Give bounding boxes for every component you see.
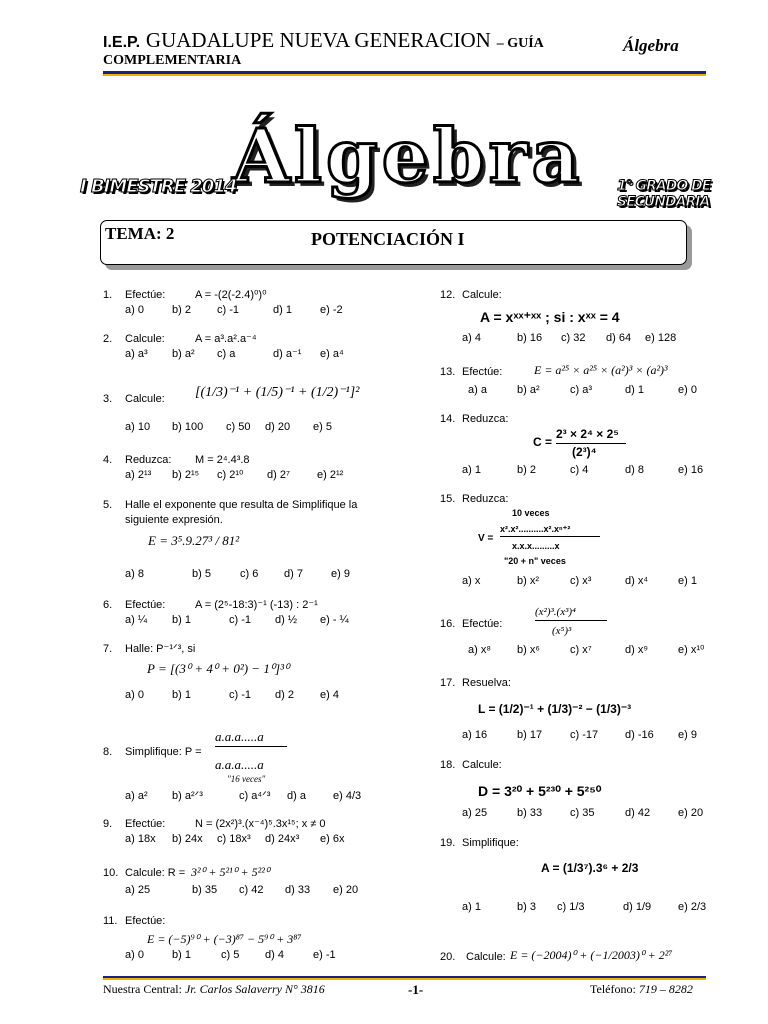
footer-address [103,982,325,997]
problem-expression: A = (2⁵-18:3)⁻¹ (-13) : 2⁻¹ [195,599,318,611]
option-c: c) x⁷ [570,644,592,656]
option-c: c) x³ [570,575,592,587]
problem-text: Efectúe: [125,818,166,830]
option-d: d) a [287,790,306,802]
option-a: a) a² [125,790,148,802]
problem-number: 7. [103,643,113,655]
option-d: d) 64 [606,332,632,344]
option-e: e) 16 [678,464,704,476]
option-a: a) 10 [125,421,151,433]
problem-expression: A = a³.a².a⁻⁴ [195,333,257,345]
problem-expression: E = (−5)⁹⁰ + (−3)⁸⁷ − 5⁹⁰ + 3⁸⁷ [147,932,302,946]
header-iep: I.E.P. [103,34,141,51]
option-d: d) 33 [285,884,311,896]
option-c: c) 6 [240,568,259,580]
problem-text: Calcule: [125,393,165,405]
problem-expression: N = (2x²)³.(x⁻⁴)⁵.3x¹⁵; x ≠ 0 [195,818,326,830]
option-d: d) 1 [273,304,292,316]
header-guia: – GUÍA [496,36,544,51]
fraction-bar [500,536,600,537]
problem-expression-numerator: 2³ × 2⁴ × 2⁵ [556,427,619,441]
tema-label: TEMA: 2 [105,224,175,243]
problem-expression-lhs: V = [478,533,494,544]
problem-expression: E = 3⁵.9.27³ / 81² [148,533,240,548]
problem-text: Calcule: [462,289,502,301]
problem-number: 10. [103,867,119,879]
problem-number: 17. [440,677,456,689]
option-a: a) 0 [125,949,144,961]
option-c: c) -1 [229,614,251,626]
problem-number: 11. [103,915,118,927]
option-b: b) 16 [517,332,543,344]
page-number: -1- [408,982,424,997]
option-d: d) -16 [625,729,654,741]
problem-text: Calcule: [466,951,506,963]
problem-number: 1. [103,289,113,301]
problem-text: Simplifique: P = [125,746,202,758]
option-e: e) -1 [313,949,336,961]
banner-grado: 1° GRADO DE SECUNDARIA [617,178,711,210]
option-b: b) x⁶ [517,644,540,656]
problem-expression: L = (1/2)⁻¹ + (1/3)⁻² − (1/3)⁻³ [478,702,632,716]
option-e: e) 5 [313,421,332,433]
problem-expression: E = a²⁵ × a²⁵ × (a²)³ × (a²)³ [534,363,668,377]
option-c: c) 32 [561,332,586,344]
option-e: e) 1 [678,575,697,587]
problem-number: 12. [440,289,456,301]
problem-20 [440,950,740,970]
header-subject: Álgebra [623,36,679,55]
option-b: b) 1 [172,689,191,701]
problem-number: 19. [440,837,456,849]
problem-expression: A = xˣˣ⁺ˣˣ ; si : xˣˣ = 4 [480,309,620,325]
option-b: b) x² [517,575,539,587]
problem-expression: P = [(3⁰ + 4⁰ + 0²) − 1⁰]³⁰ [147,661,290,676]
footer-phone-label: Teléfono: [590,982,636,996]
option-a: a) 16 [462,729,488,741]
option-c: c) a³ [570,384,592,396]
header-school-name: GUADALUPE NUEVA GENERACION [145,28,491,52]
option-a: a) x⁸ [468,644,491,656]
problem-4 [103,453,403,493]
option-b: b) a² [517,384,540,396]
problem-7 [103,642,403,707]
option-c: c) 1/3 [557,901,585,913]
problem-number: 18. [440,759,456,771]
problem-expression-lhs: C = [533,435,553,449]
option-d: d) 2⁷ [267,469,290,481]
option-e: e) 9 [678,729,697,741]
option-a: a) 25 [462,807,488,819]
option-a: a) 25 [125,884,151,896]
option-a: a) 8 [125,568,144,580]
footer-address-label: Nuestra Central: [103,982,182,996]
problem-13 [440,365,740,405]
option-a: a) 0 [125,304,144,316]
problem-10 [103,866,403,906]
problem-number: 20. [440,951,456,963]
problem-text: Resuelva: [462,677,511,689]
page-header [103,28,703,69]
tema-box [100,220,687,265]
problem-number: 15. [440,493,456,505]
option-e: e) -2 [320,304,343,316]
problem-8 [103,718,403,808]
problem-12 [440,288,740,348]
option-c: c) 2¹⁰ [217,469,244,481]
problem-expression-denominator: (x⁵)³ [552,625,572,637]
problem-text: Halle: P⁻¹ᐟ³, si [125,643,196,655]
problem-expression-note: "20 + n" veces [504,556,566,566]
problem-expression-denominator: x.x.x.........x [512,541,560,551]
problem-text: Efectúe: [462,618,503,630]
problem-1 [103,288,403,328]
option-d: d) 42 [625,807,651,819]
option-d: d) 1 [625,384,644,396]
option-c: c) -1 [229,689,251,701]
option-b: b) 2 [517,464,536,476]
option-a: a) 4 [462,332,481,344]
option-e: e) x¹⁰ [678,644,705,656]
option-e: e) - ¼ [320,614,349,626]
option-a: a) 1 [462,901,481,913]
option-b: b) 2 [172,304,191,316]
option-e: e) 4/3 [333,790,362,802]
problem-5 [103,498,403,588]
problem-number: 6. [103,599,113,611]
problem-number: 9. [103,818,113,830]
option-c: c) -17 [570,729,599,741]
header-divider-gold [103,74,706,76]
option-e: e) 2/3 [678,901,707,913]
option-e: e) 20 [333,884,359,896]
problem-text: Efectúe: [125,915,166,927]
problem-19 [440,836,740,926]
footer-address-value: Jr. Carlos Salaverry N° 3816 [184,982,325,996]
problem-3 [103,376,403,436]
problem-expression: A = -(2(-2.4)⁰)⁰ [195,289,267,301]
problem-text-continued: siguiente expresión. [125,514,223,526]
option-b: b) 100 [172,421,204,433]
option-d: d) 8 [625,464,644,476]
option-a: a) 18x [125,833,156,845]
problem-6 [103,598,403,638]
option-e: e) 9 [331,568,350,580]
problem-text: Calcule: R = [125,867,186,879]
option-d: d) 24x³ [265,833,300,845]
option-b: b) 1 [172,614,191,626]
option-c: c) 35 [570,807,595,819]
option-d: d) a⁻¹ [273,348,302,360]
problem-text: Halle el exponente que resulta de Simplifique la [125,499,358,511]
option-d: d) x⁹ [625,644,649,656]
option-c: c) 4 [570,464,589,476]
problem-number: 5. [103,499,113,511]
footer-divider-gold [103,978,706,980]
fraction-bar [535,620,607,621]
problem-expression-numerator: a.a.a.....a [215,729,264,744]
problem-text: Reduzca: [125,454,172,466]
option-a: a) x [462,575,481,587]
problem-16 [440,603,740,663]
option-b: b) 33 [517,807,543,819]
problem-number: 8. [103,746,113,758]
problem-text: Calcule: [125,333,165,345]
option-e: e) 20 [678,807,704,819]
fraction-bar [556,443,626,444]
problem-number: 3. [103,393,113,405]
problem-text: Efectúe: [462,366,503,378]
problem-text: Reduzca: [462,493,509,505]
header-line-1 [103,28,703,53]
problem-expression-denominator: (2³)⁴ [572,445,597,459]
option-c: c) -1 [217,304,239,316]
option-d: d) x⁴ [625,575,649,587]
problem-expression: A = (1/3⁷).3⁶ + 2/3 [541,861,639,875]
option-e: e) 128 [645,332,677,344]
problem-number: 14. [440,413,456,425]
problem-expression-numerator: x².x²..........x².xⁿ⁺² [500,524,571,534]
option-e: e) a⁴ [320,348,344,360]
problem-expression: E = (−2004)⁰ + (−1/2003)⁰ + 2²⁷ [510,948,673,962]
option-a: a) a [468,384,487,396]
problem-expression: [(1/3)⁻¹ + (1/5)⁻¹ + (1/2)⁻¹]² [195,385,360,400]
problem-number: 2. [103,333,113,345]
banner-title: Álgebra [232,114,584,200]
option-c: c) 42 [239,884,264,896]
problem-17 [440,676,740,746]
option-b: b) a²ᐟ³ [172,790,203,802]
problem-text: Efectúe: [125,289,166,301]
option-a: a) 1 [462,464,481,476]
option-a: a) 0 [125,689,144,701]
option-d: d) 20 [265,421,291,433]
option-c: c) 5 [221,949,240,961]
option-b: b) a² [172,348,195,360]
option-a: a) 2¹³ [125,469,152,481]
problem-expression: 3²⁰ + 5²¹⁰ + 5²²⁰ [191,865,270,879]
problem-14 [440,412,740,482]
option-d: d) 4 [265,949,284,961]
footer-phone [590,982,693,997]
option-b: b) 2¹⁵ [172,469,200,481]
option-b: b) 5 [192,568,211,580]
option-b: b) 17 [517,729,543,741]
option-c: c) 50 [226,421,251,433]
problem-18 [440,758,740,818]
option-e: e) 2¹² [317,469,344,481]
option-c: c) a [217,348,236,360]
problem-expression-note: "16 veces" [227,774,266,784]
option-a: a) a³ [125,348,148,360]
problem-expression-numerator: (x²)³.(x³)⁴ [535,606,576,618]
problem-9 [103,817,403,857]
footer-phone-value: 719 – 8282 [638,982,693,996]
tema-title: POTENCIACIÓN I [311,229,465,249]
problem-expression: M = 2⁴.4³.8 [195,454,250,466]
problem-text: Calcule: [462,759,502,771]
option-b: b) 24x [172,833,203,845]
option-d: d) 2 [275,689,294,701]
problem-11 [103,914,403,964]
problem-expression: D = 3²⁰ + 5²³⁰ + 5²⁵⁰ [478,783,602,799]
problem-expression-note-top: 10 veces [512,508,550,518]
option-e: e) 4 [320,689,339,701]
option-d: d) ½ [275,614,298,626]
option-b: b) 3 [517,901,536,913]
option-d: d) 7 [284,568,303,580]
problem-expression-denominator: a.a.a.....a [215,757,264,772]
banner-bimestre: I BIMESTRE 2014 [80,176,237,197]
problem-number: 4. [103,454,113,466]
option-e: e) 6x [320,833,345,845]
option-c: c) 18x³ [217,833,251,845]
fraction-bar [215,746,287,747]
problem-text: Efectúe: [125,599,166,611]
option-c: c) a⁴ᐟ³ [239,790,271,802]
option-b: b) 35 [192,884,218,896]
problem-text: Reduzca: [462,413,509,425]
header-line-2: COMPLEMENTARIA [103,53,242,68]
option-d: d) 1/9 [623,901,652,913]
option-a: a) ¼ [125,614,148,626]
option-b: b) 1 [172,949,191,961]
problem-number: 13. [440,366,456,378]
problem-2 [103,332,403,372]
problem-number: 16. [440,618,456,630]
problem-15 [440,492,740,592]
option-e: e) 0 [678,384,697,396]
problem-text: Simplifique: [462,837,519,849]
